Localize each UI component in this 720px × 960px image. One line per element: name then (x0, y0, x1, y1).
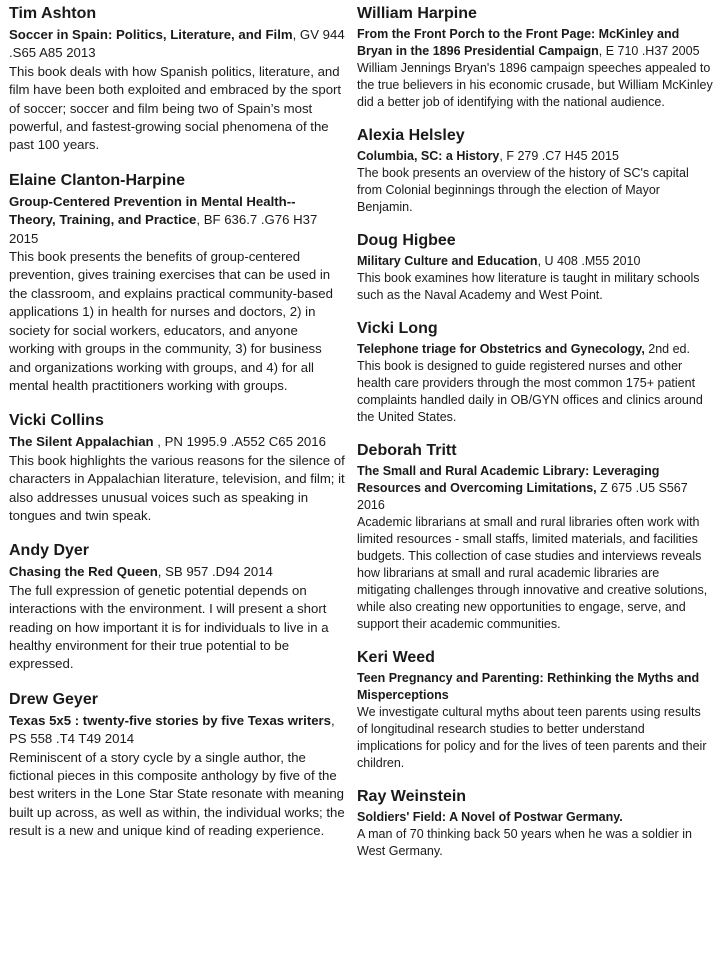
book-citation (357, 253, 713, 270)
author-name: Drew Geyer (9, 690, 98, 708)
author-name: Elaine Clanton-Harpine (9, 171, 186, 189)
book-citation (9, 26, 345, 63)
book-entry (357, 126, 713, 216)
author-name: William Harpine (357, 5, 477, 22)
book-title: Telephone triage for Obstetrics and Gynecology, (357, 342, 645, 356)
book-entry (357, 319, 713, 426)
book-title: Chasing the Red Queen (9, 564, 158, 580)
book-entry (357, 4, 713, 111)
book-description: Reminiscent of a story cycle by a single author, the fictional pieces in this composite anthology by five of the best writers in the Lone Star State resonate with meaning built up across, as well as within, the individual works; the result is a new and unique kind of reading experience. (9, 749, 345, 839)
book-description: William Jennings Bryan's 1896 campaign speeches appealed to the true believers in his economic crusade, but William McKinley did a better job of identifying with the national audience. (357, 61, 713, 109)
book-title: Soccer in Spain: Politics, Literature, and Film (9, 27, 293, 42)
book-citation (357, 809, 713, 826)
book-entry (357, 231, 713, 304)
book-title: Texas 5x5 : twenty-five stories by five Texas writers (9, 712, 332, 728)
author-name: Tim Ashton (9, 5, 97, 22)
book-description: This book examines how literature is taught in military schools such as the Naval Academy and West Point. (357, 271, 700, 302)
book-entry (357, 441, 713, 633)
book-title: The Small and Rural Academic Library: Leveraging Resources and Overcoming Limitations, (357, 464, 660, 495)
author-name: Keri Weed (357, 649, 435, 666)
book-description: The book presents an overview of the history of SC's capital from Colonial beginnings through the election of Mayor Benjamin. (357, 166, 689, 214)
book-entry (9, 541, 345, 673)
book-title: Group-Centered Prevention in Mental Health-- Theory, Training, and Practice (9, 193, 296, 228)
book-entry (9, 411, 345, 525)
book-entry (357, 648, 713, 772)
book-title: Teen Pregnancy and Parenting: Rethinking the Myths and Misperceptions (357, 671, 700, 702)
book-entry (357, 787, 713, 860)
call-number: , PN 1995.9 .A552 C65 2016 (153, 434, 326, 450)
author-name: Vicki Collins (9, 412, 104, 430)
call-number: , U 408 .M55 2010 (537, 254, 641, 268)
book-description: We investigate cultural myths about teen parents using results of longitudinal research studies to better understand implications for policy and for the lives of teen parents and their children. (357, 705, 707, 770)
author-name: Doug Higbee (357, 232, 456, 249)
right-column (357, 4, 713, 875)
call-number: , PS 558 .T4 T49 2014 (9, 712, 335, 747)
call-number: , F 279 .C7 H45 2015 (499, 149, 619, 163)
book-title: From the Front Porch to the Front Page: McKinley and Bryan in the 1896 Presidential Campaign (357, 27, 680, 58)
book-description: The full expression of genetic potential depends on interactions with the environment. I will present a short reading on how important it is for individuals to live in a healthy environment for their true potential to be expressed. (9, 582, 329, 672)
book-entry (9, 4, 345, 155)
book-citation (357, 670, 713, 704)
author-name: Vicki Long (357, 320, 438, 337)
call-number: , E 710 .H37 2005 (598, 44, 700, 58)
call-number: , GV 944 .S65 A85 2013 (9, 27, 345, 61)
author-name: Ray Weinstein (357, 788, 467, 805)
book-description: This book highlights the various reasons for the silence of characters in Appalachian literature, television, and film; it also addresses unusual voices such as speaking in tongues and twin speak. (9, 452, 345, 523)
author-name: Andy Dyer (9, 542, 90, 560)
book-description: Academic librarians at small and rural libraries often work with limited resources - small staffs, limited materials, and facilities budgets. This collection of case studies and interviews reveals how librarians at small and rural academic libraries are mitigating challenges through innovative and creative solutions, while also creating new opportunities to engage, serve, and support their academic communities. (357, 515, 708, 631)
book-citation (9, 433, 345, 451)
book-citation (357, 26, 713, 60)
book-description: A man of 70 thinking back 50 years when he was a soldier in West Germany. (357, 827, 692, 858)
book-citation (9, 563, 345, 581)
book-citation (9, 712, 345, 749)
book-citation (357, 148, 713, 165)
book-description: This book presents the benefits of group-centered prevention, gives training exercises that can be used in the classroom, and explains practical community-based applications 1) in health for nurses and doctors, 2) in society for social workers, educators, and anyone working with groups in the community, 3) for business and organizations working with groups, and 4) for all mental health practitioners working with groups. (9, 249, 333, 393)
book-title: Military Culture and Education (357, 254, 538, 268)
book-citation (357, 463, 713, 514)
book-citation (9, 193, 345, 248)
book-entry (9, 690, 345, 841)
book-title: Soldiers' Field: A Novel of Postwar Germany. (357, 810, 623, 824)
book-description: This book deals with how Spanish politics, literature, and film have been both exploited and embraced by the sport of soccer; soccer and film being two of Spain’s most powerful, and fastest-growing social phenomena of the past 100 years. (9, 63, 342, 153)
call-number: Z 675 .U5 S567 2016 (357, 481, 688, 512)
author-name: Alexia Helsley (357, 127, 465, 144)
book-citation (357, 341, 713, 358)
author-name: Deborah Tritt (357, 442, 457, 459)
edition: 2nd ed. (644, 342, 690, 356)
book-description: This book is designed to guide registered nurses and other health care providers through the most common 175+ patient complaints handled daily in OB/GYN offices and clinics around the United States. (357, 359, 703, 424)
call-number: , BF 636.7 .G76 H37 2015 (9, 212, 318, 246)
book-title: Columbia, SC: a History (357, 149, 500, 163)
book-title: The Silent Appalachian (9, 434, 154, 450)
left-column (9, 4, 345, 857)
book-entry (9, 171, 345, 395)
call-number: , SB 957 .D94 2014 (157, 564, 273, 580)
